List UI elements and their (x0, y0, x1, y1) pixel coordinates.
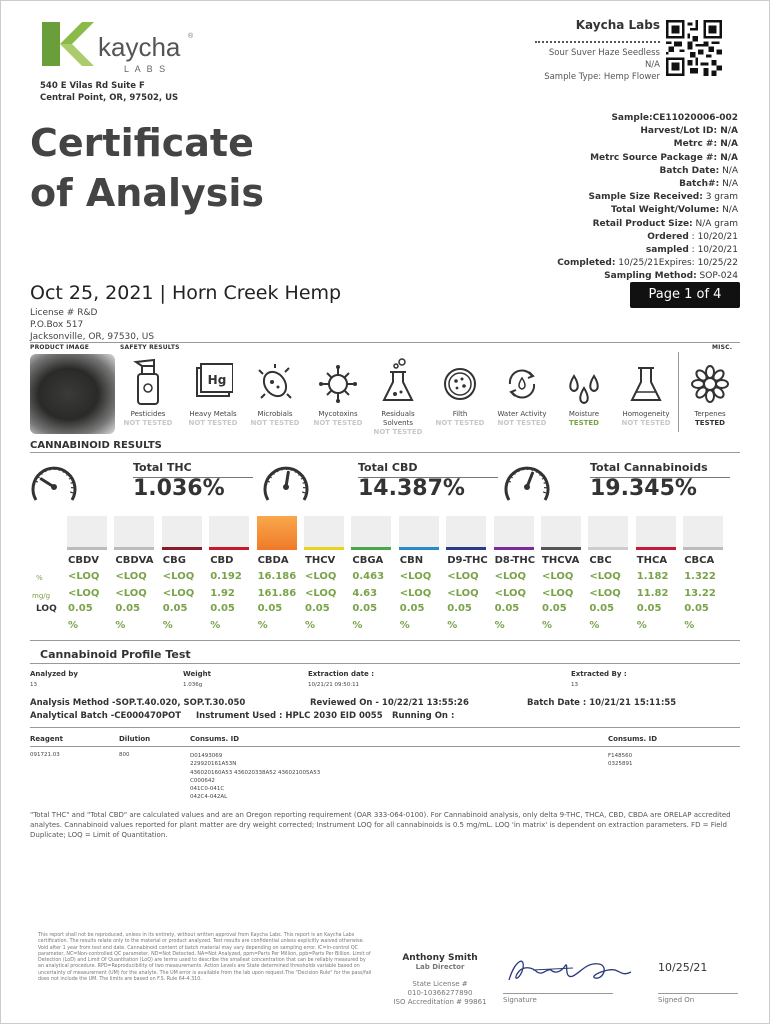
cannabinoid-unit: % (636, 620, 647, 631)
page-indicator[interactable]: Page 1 of 4 (630, 282, 740, 308)
cannabinoid-percent: <LOQ (589, 571, 621, 582)
svg-text:Hg: Hg (207, 373, 227, 387)
product-info (544, 47, 660, 83)
reviewed-on: Reviewed On - 10/22/21 13:55:26 (310, 698, 469, 708)
client-license: License # R&D (30, 308, 98, 318)
cannabinoid-percent: <LOQ (68, 571, 100, 582)
cannabinoid-percent: <LOQ (399, 571, 432, 582)
meta-key: Sample: (611, 113, 653, 123)
cannabinoid-name: D9-THC (447, 555, 488, 566)
cannabinoid-mgg: 161.86 (257, 588, 297, 599)
cannabinoid-bar (494, 516, 534, 550)
cannabinoid-name: CBC (589, 555, 612, 566)
total-value: 1.036% (133, 476, 225, 501)
consum-id: F148560 (608, 753, 633, 759)
signer-name: Anthony Smith (402, 953, 478, 963)
cannabinoid-mgg: <LOQ (399, 588, 432, 599)
cannabinoid-percent: <LOQ (162, 571, 195, 582)
gauge-icon (503, 460, 551, 510)
meta-value: 3 gram (702, 192, 738, 203)
svg-text:L A B S: L A B S (124, 64, 168, 74)
meta-key: Batch Date: (659, 165, 720, 176)
cannabinoid-name: THCV (305, 555, 336, 566)
safety-name: Filth (452, 410, 468, 418)
title-line-2: of Analysis (30, 171, 265, 215)
safety-item (680, 356, 740, 428)
meta-value: SOP-024 (696, 271, 738, 282)
meta-value: N/A gram (692, 218, 738, 229)
cannabinoid-mgg: <LOQ (115, 588, 147, 599)
safety-status: NOT TESTED (123, 419, 173, 427)
consum-id: D01493069 (190, 753, 223, 759)
cannabinoid-color-stripe (257, 547, 297, 550)
analyzed-by-label: Analyzed by (30, 670, 78, 678)
consum-id: C000642 (190, 777, 215, 784)
cannabinoid-bar (114, 516, 154, 550)
consums-list (190, 752, 320, 802)
consum-id: 041C0-041C (190, 786, 225, 793)
consum-id: 436020160A53 436020338A52 436021005A53 (190, 769, 321, 776)
meta-key: Metrc #: (673, 139, 718, 150)
cannabinoid-loq: 0.05 (589, 603, 615, 614)
safety-name: Terpenes (694, 410, 726, 418)
row-label-loq: LOQ (36, 604, 57, 614)
meta-value: CE11020006-002 (652, 113, 738, 123)
totals-footnote: "Total THC" and "Total CBD" are calculated values and are an Oregon reporting requirement (OAR 333-064-0100). For Cannabinoid analysis, only delta 9-THC, THCA, CBD, CBDA are ORELAP accredited analytes. Cannabinoid values reported for plant matter are dry weight corrected; Instrument LOQ for all cannabinoids is 0.5 mg/mL. LOQ 'in matrix' is dependent on extraction parameters. FD = Field Duplicate; LOQ = Limit of Quantitation. (30, 811, 731, 839)
extracted-by-value: 13 (571, 682, 578, 688)
cannabinoid-unit: % (494, 620, 505, 631)
cannabinoid-percent: 1.182 (636, 571, 669, 582)
safety-name: Water Activity (497, 410, 547, 418)
cannabinoid-loq: 0.05 (68, 603, 93, 614)
meta-row (557, 218, 738, 231)
cannabinoid-unit: % (447, 620, 458, 631)
cannabinoid-bar (162, 516, 202, 550)
cannabinoid-color-stripe (446, 547, 486, 550)
safety-status: NOT TESTED (373, 428, 423, 436)
cannabinoid-bar (399, 516, 439, 550)
cannabinoid-loq: 0.05 (305, 603, 330, 614)
analytical-batch: Analytical Batch -CE000470POT (30, 711, 182, 721)
signature-line (503, 993, 613, 994)
state-license-number: 010-10366277890 (407, 989, 473, 997)
cannabinoid-loq: 0.05 (352, 603, 378, 614)
cannabinoid-loq: 0.05 (399, 603, 425, 614)
address-line-1: 540 E Vilas Rd Suite F (40, 81, 145, 91)
consum-id: 229920161A53N (190, 761, 237, 768)
beaker-icon (626, 356, 666, 408)
total-label: Total Cannabinoids (590, 461, 708, 474)
cannabinoid-color-stripe (162, 547, 202, 550)
extraction-date-label: Extraction date : (308, 670, 375, 678)
batch-date: Batch Date : 10/21/21 15:11:55 (527, 698, 677, 708)
cannabinoid-loq: 0.05 (636, 603, 662, 614)
safety-status: NOT TESTED (621, 419, 671, 427)
cannabinoid-bar (588, 516, 628, 550)
instrument-used: Instrument Used : HPLC 2030 EID 0055 (196, 711, 383, 721)
company-name: Kaycha Labs (575, 18, 660, 32)
heavy-metal-hg-icon (193, 356, 233, 408)
cannabinoid-bar (683, 516, 723, 550)
meta-key: Ordered (647, 231, 689, 242)
cannabinoid-unit: % (68, 620, 79, 631)
product-image-label: PRODUCT IMAGE (30, 344, 90, 351)
cannabinoid-name: CBDV (68, 555, 100, 566)
client-city: Jacksonville, OR, 97530, US (30, 332, 155, 342)
sample-type: Sample Type: Hemp Flower (544, 72, 660, 82)
reagent-header-divider (30, 746, 740, 747)
profile-title: Cannabinoid Profile Test (40, 648, 191, 661)
water-cycle-icon (502, 356, 542, 408)
cannabinoid-unit: % (257, 620, 268, 631)
reagent-value: 091721.03 (30, 752, 60, 758)
total-label: Total THC (133, 461, 192, 474)
signer-block (400, 953, 480, 972)
meta-value: N/A (719, 179, 738, 190)
lab-address (40, 80, 178, 104)
cannabinoid-color-stripe (683, 547, 723, 550)
terpene-flower-icon (690, 356, 730, 408)
iso-accreditation: ISO Accreditation # 99861 (393, 998, 487, 1006)
cannabinoid-color-stripe (67, 547, 107, 550)
total-label: Total CBD (358, 461, 418, 474)
meta-key: Sampling Method: (604, 271, 697, 282)
cannabinoid-percent: <LOQ (305, 571, 337, 582)
cannabinoid-color-stripe (636, 547, 676, 550)
signer-role: Lab Director (415, 963, 465, 971)
cannabinoid-color-stripe (494, 547, 534, 550)
signed-date: 10/25/21 (658, 961, 708, 974)
extracted-by-label: Extracted By : (571, 670, 627, 678)
product-name: Sour Suver Haze Seedless (548, 48, 660, 58)
cannabinoid-unit: % (399, 620, 410, 631)
safety-status: NOT TESTED (435, 419, 485, 427)
cannabinoid-percent: <LOQ (494, 571, 526, 582)
analysis-method: Analysis Method -SOP.T.40.020, SOP.T.30.050 (30, 698, 246, 708)
cannabinoid-name: CBG (162, 555, 186, 566)
safety-status: NOT TESTED (497, 419, 547, 427)
meta-row (557, 204, 738, 217)
signed-on-line (658, 993, 738, 994)
cannabinoid-color-stripe (114, 547, 154, 550)
droplets-icon (564, 356, 604, 408)
cannabinoid-percent: 16.186 (257, 571, 297, 582)
meta-row (557, 138, 738, 151)
safety-name: Heavy Metals (189, 410, 237, 418)
cannabinoid-bar (209, 516, 249, 550)
safety-item (308, 356, 368, 428)
report-date-client: Oct 25, 2021 | Horn Creek Hemp (30, 282, 342, 304)
meta-value: N/A (717, 126, 738, 137)
running-on: Running On : (392, 711, 455, 721)
safety-status: NOT TESTED (188, 419, 238, 427)
cannabinoid-unit: % (210, 620, 221, 631)
cannabinoid-bar (636, 516, 676, 550)
gauge-icon (262, 460, 310, 510)
kaycha-logo (38, 16, 208, 76)
signature-label: Signature (503, 996, 537, 1004)
consum-id: 0325891 (608, 761, 633, 768)
meta-row (557, 112, 738, 125)
cannabinoid-name: CBCA (684, 555, 715, 566)
meta-row (557, 244, 738, 257)
cannabinoid-loq: 0.05 (447, 603, 472, 614)
cannabinoid-bar (257, 516, 297, 550)
meta-row (557, 178, 738, 191)
safety-name: Moisture (568, 410, 600, 418)
cannabinoid-percent: 1.322 (684, 571, 716, 582)
client-info (30, 307, 154, 343)
cannabinoid-mgg: 4.63 (352, 588, 378, 599)
dilution-label: Dilution (119, 735, 151, 743)
meta-key: Sample Size Received: (588, 192, 703, 203)
cannabinoid-name: D8-THC (494, 555, 536, 566)
petri-dish-icon (440, 356, 480, 408)
gauge-icon (30, 460, 78, 510)
product-image (30, 354, 115, 434)
cannabinoid-unit: % (684, 620, 695, 631)
cannabinoid-name: THCVA (542, 555, 580, 566)
product-na: N/A (644, 60, 660, 70)
cannabinoid-unit: % (589, 620, 600, 631)
meta-row (557, 152, 738, 165)
meta-row (557, 125, 738, 138)
cannabinoid-mgg: <LOQ (542, 588, 574, 599)
cannabinoid-results-label: CANNABINOID RESULTS (30, 440, 162, 451)
extraction-date-value: 10/21/21 09:50:11 (308, 682, 360, 688)
cannabinoid-percent: 0.463 (352, 571, 385, 582)
cannabinoid-color-stripe (588, 547, 628, 550)
safety-status: TESTED (695, 419, 725, 427)
safety-name: Microbials (257, 410, 293, 418)
meta-value: 10/25/21Expires: 10/25/22 (615, 258, 738, 269)
weight-label: Weight (183, 670, 211, 678)
cannabinoid-mgg: <LOQ (447, 588, 479, 599)
cannabinoid-loq: 0.05 (542, 603, 567, 614)
profile-divider (30, 663, 740, 664)
misc-divider (678, 352, 679, 432)
cannabinoid-mgg: <LOQ (305, 588, 337, 599)
safety-name: Pesticides (130, 410, 166, 418)
cannabinoid-name: CBGA (352, 555, 384, 566)
cannabinoid-color-stripe (351, 547, 391, 550)
cannabinoid-name: CBD (210, 555, 234, 566)
cannabinoid-bar (351, 516, 391, 550)
meta-key: Completed: (557, 258, 616, 269)
total-value: 14.387% (358, 476, 465, 501)
cannabinoid-bar (67, 516, 107, 550)
dilution-value: 800 (119, 752, 130, 758)
cannabinoid-percent: <LOQ (115, 571, 147, 582)
safety-name: Homogeneity (622, 410, 670, 418)
cannabinoid-mgg: <LOQ (162, 588, 195, 599)
safety-item (118, 356, 178, 428)
meta-key: Batch#: (679, 179, 720, 190)
address-line-2: Central Point, OR, 97502, US (40, 93, 179, 103)
sample-metadata (557, 112, 738, 284)
total-value: 19.345% (590, 476, 697, 501)
cannabinoid-loq: 0.05 (115, 603, 141, 614)
cannabinoid-name: CBN (399, 555, 424, 566)
client-pobox: P.O.Box 517 (30, 320, 84, 330)
safety-status: TESTED (569, 419, 599, 427)
cannabinoid-unit: % (162, 620, 173, 631)
disclaimer-text: This report shall not be reproduced, unless in its entirety, without written approval from Kaycha Labs. This report is an Kaycha Labs certification. The results relate only to the material or product analyzed. Test results are confidential unless explicitly waived otherwise. Void after 1 year from test end date. Cannabinoid content of batch material may vary depending on sampling error. IC=In-control QC parameter, NC=Non-controlled QC parameter, ND=Not Detected, NA=Not Analyzed, ppm=Parts Per Million, ppb=Parts Per Billion. Limit of Detection (LoD) and Limit Of Quantitation (LoQ) are terms used to describe the smallest concentration that can be reliably measured by an analytical procedure. RPD=Reproducibility of two measurements. Action Levels are State determined thresholds variable based on uncertainty of measurement (UM) for the analyte. The UM error is available from the lab upon request.The "Decision Rule" for the pass/fail does not include the UM. The limits are based on F.S. Rule 64-4.310. (38, 933, 372, 983)
cannabinoid-bar (446, 516, 486, 550)
cannabinoid-mgg: <LOQ (589, 588, 621, 599)
safety-item (430, 356, 490, 428)
safety-item (183, 356, 243, 428)
cannabinoid-mgg: 11.82 (636, 588, 669, 599)
meta-row (557, 231, 738, 244)
cannabinoid-loq: 0.05 (162, 603, 188, 614)
cannabinoid-name: CBDA (257, 555, 289, 566)
row-label-percent: % (36, 574, 43, 582)
title-line-1: Certificate (30, 121, 254, 165)
signer-license-block (390, 980, 490, 1007)
spray-bottle-icon (128, 356, 168, 408)
meta-value: N/A (719, 165, 738, 176)
signed-on-label: Signed On (658, 996, 695, 1004)
row-label-mgg: mg/g (32, 592, 51, 600)
cannabinoid-loq: 0.05 (210, 603, 235, 614)
cannabinoid-mgg: 1.92 (210, 588, 235, 599)
cannabinoid-unit: % (542, 620, 553, 631)
meta-value: N/A (717, 139, 738, 150)
consums-label-2: Consums. ID (608, 735, 658, 743)
state-license-label: State License # (412, 980, 468, 988)
profile-divider-top (30, 640, 740, 641)
section-divider (30, 342, 740, 343)
safety-name: Mycotoxins (318, 410, 358, 418)
meta-key: sampled (645, 245, 689, 256)
analyzed-by-value: 13 (30, 682, 37, 688)
misc-label: MISC. (712, 344, 733, 351)
reagent-label: Reagent (30, 735, 63, 743)
dotted-divider (535, 41, 660, 43)
safety-item (616, 356, 676, 428)
cannabinoid-color-stripe (399, 547, 439, 550)
meta-row (557, 191, 738, 204)
cannabinoid-color-stripe (541, 547, 581, 550)
flask-icon (378, 356, 418, 408)
meta-key: Total Weight/Volume: (611, 205, 720, 216)
meta-row (557, 257, 738, 270)
safety-item (245, 356, 305, 428)
safety-name: Residuals Solvents (381, 410, 415, 427)
safety-item (554, 356, 614, 428)
cannabinoid-percent: <LOQ (542, 571, 574, 582)
document-title (30, 118, 264, 218)
cannabinoid-percent: 0.192 (210, 571, 242, 582)
cannabinoid-loq: 0.05 (684, 603, 709, 614)
cannabinoid-mgg: <LOQ (494, 588, 526, 599)
safety-status: NOT TESTED (313, 419, 363, 427)
svg-text:®: ® (188, 33, 194, 40)
safety-item (492, 356, 552, 428)
handwritten-signature (503, 950, 643, 990)
meta-value: : 10/20/21 (688, 245, 738, 256)
cannabinoid-mgg: <LOQ (68, 588, 100, 599)
meta-value: N/A (719, 205, 738, 216)
cannabinoid-mgg: 13.22 (684, 588, 716, 599)
cannabinoid-loq: 0.05 (494, 603, 520, 614)
cannabinoid-name: CBDVA (115, 555, 154, 566)
cannabinoid-loq: 0.05 (257, 603, 283, 614)
cannabinoid-name: THCA (636, 555, 668, 566)
meta-key: Harvest/Lot ID: (640, 126, 718, 137)
meta-key: Retail Product Size: (592, 218, 693, 229)
cannabinoid-bar (541, 516, 581, 550)
virus-icon (318, 356, 358, 408)
svg-text:kaycha: kaycha (98, 32, 181, 62)
weight-value: 1.036g (183, 682, 203, 688)
cannabinoid-color-stripe (209, 547, 249, 550)
microbe-icon (255, 356, 295, 408)
reagent-divider (30, 727, 740, 728)
consums-label: Consums. ID (190, 735, 240, 743)
cannabinoid-percent: <LOQ (447, 571, 479, 582)
consum-id: 042C4-042AL (190, 794, 228, 801)
meta-value: : 10/20/21 (688, 231, 738, 242)
cannabinoid-unit: % (115, 620, 126, 631)
cannabinoid-divider (30, 452, 740, 453)
meta-value: N/A (717, 152, 738, 163)
consums-list-2 (608, 752, 633, 769)
meta-key: Metrc Source Package #: (590, 152, 718, 163)
meta-row (557, 165, 738, 178)
cannabinoid-color-stripe (304, 547, 344, 550)
safety-status: NOT TESTED (250, 419, 300, 427)
cannabinoid-unit: % (305, 620, 316, 631)
safety-item (368, 356, 428, 437)
cannabinoid-bar (304, 516, 344, 550)
qr-code-icon[interactable] (666, 20, 722, 76)
cannabinoid-unit: % (352, 620, 363, 631)
safety-results-label: SAFETY RESULTS (120, 344, 180, 351)
